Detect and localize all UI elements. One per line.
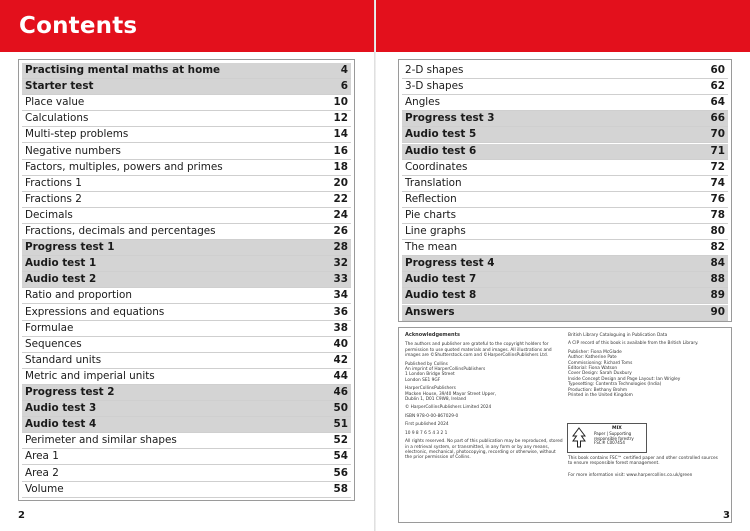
entry-page-number: 72 (710, 160, 725, 173)
entry-page-number: 36 (333, 305, 348, 318)
entry-page-number: 42 (333, 353, 348, 366)
contents-entry (22, 482, 351, 498)
contents-entry (22, 160, 351, 176)
contents-entry (402, 224, 728, 240)
entry-page-number: 80 (710, 225, 725, 237)
entry-title: Audio test 3 (25, 402, 97, 415)
entry-page-number: 46 (333, 386, 348, 398)
entry-title: Fractions 2 (25, 192, 82, 205)
header-banner-right (376, 0, 750, 52)
entry-title: Area 2 (25, 466, 59, 479)
entry-page-number: 40 (333, 337, 348, 350)
acknowledgements-box (398, 327, 732, 523)
entry-title: Audio test 7 (405, 273, 477, 286)
ack-text: 10 9 8 7 6 5 4 3 2 1 (405, 430, 448, 436)
contents-entry (22, 224, 351, 240)
entry-page-number: 6 (340, 80, 348, 93)
contents-entry (22, 256, 351, 272)
acknowledgements-title: Acknowledgements (405, 332, 460, 338)
fsc-mix-label: MIX (612, 426, 622, 431)
entry-title: Expressions and equations (25, 305, 165, 318)
entry-page-number: 56 (333, 466, 348, 479)
entry-title: Area 1 (25, 450, 59, 463)
entry-title: Progress test 2 (25, 386, 115, 398)
contents-entry (22, 385, 351, 401)
entry-page-number: 60 (710, 64, 725, 76)
entry-page-number: 12 (333, 112, 348, 125)
contents-entry (22, 95, 351, 111)
entry-page-number: 66 (710, 112, 725, 125)
entry-title: Audio test 4 (25, 418, 97, 431)
contents-entry (22, 449, 351, 465)
contents-entry (402, 111, 728, 127)
contents-entry (402, 127, 728, 143)
ack-text: © HarperCollinsPublishers Limited 2024 (405, 405, 492, 411)
entry-title: Reflection (405, 192, 457, 205)
contents-entry (402, 208, 728, 224)
entry-page-number: 34 (333, 289, 348, 302)
ack-text: British Library Cataloguing in Publication Data (568, 333, 668, 338)
entry-page-number: 32 (333, 257, 348, 270)
entry-page-number: 4 (340, 64, 348, 76)
contents-entry (402, 272, 728, 288)
entry-title: Volume (25, 482, 64, 495)
ack-text: All rights reserved. No part of this publication may be reproduced, stored in a retrieval system, or transmitted, in any form or by any means, electronic, mechanical, photocopying, recording or otherwise, without the prior permission of Collins. (405, 439, 563, 461)
fsc-logo (567, 423, 647, 453)
contents-entry (22, 353, 351, 369)
entry-title: Coordinates (405, 160, 468, 173)
entry-title: Factors, multiples, powers and primes (25, 160, 223, 173)
entry-title: Standard units (25, 353, 102, 366)
contents-entry (22, 79, 351, 95)
fsc-label: Paper | Supporting responsible forestry FSC® C007454 (594, 431, 634, 446)
contents-entry (22, 305, 351, 321)
entry-page-number: 10 (333, 96, 348, 109)
contents-entry (402, 63, 728, 79)
entry-title: Progress test 4 (405, 257, 495, 270)
entry-title: Decimals (25, 208, 73, 221)
contents-entry (22, 288, 351, 304)
entry-title: Progress test 3 (405, 112, 495, 125)
contents-entry (22, 272, 351, 288)
entry-title: Fractions 1 (25, 176, 82, 189)
entry-title: Line graphs (405, 225, 466, 237)
entry-title: Pie charts (405, 208, 457, 221)
contents-entry (402, 144, 728, 160)
entry-page-number: 24 (333, 208, 348, 221)
entry-page-number: 89 (710, 289, 725, 302)
entry-title: 3-D shapes (405, 80, 464, 93)
entry-title: Multi-step problems (25, 128, 129, 141)
entry-title: Progress test 1 (25, 241, 115, 254)
entry-page-number: 76 (710, 192, 725, 205)
entry-title: Audio test 1 (25, 257, 97, 270)
contents-entry (22, 466, 351, 482)
entry-page-number: 26 (333, 225, 348, 237)
contents-entry (402, 192, 728, 208)
ack-text: ISBN 978-0-00-867029-0 (405, 413, 459, 419)
entry-page-number: 22 (333, 192, 348, 205)
entry-page-number: 71 (710, 144, 725, 157)
header-banner-left (0, 0, 374, 52)
entry-page-number: 52 (333, 434, 348, 447)
contents-entry (402, 176, 728, 192)
entry-title: Answers (405, 305, 455, 318)
ack-text: Publisher: Fiona McGlade Author: Katherine Pate Commissioning: Richard Toms Editorial: Fiona Watson Cover Design: Sarah Duxbury Inside Concept Design and Page Layout: Ian Wrigley Typesetting: Contentra Technologies (India) Production: Bethany Brohm Printed in the United Kingdom (568, 349, 681, 399)
entry-page-number: 14 (333, 128, 348, 141)
contents-entry (402, 305, 728, 321)
ack-text: Published by Collins An imprint of HarperCollinsPublishers 1 London Bridge Street London SE1 9GF (405, 361, 486, 383)
entry-title: Calculations (25, 112, 89, 125)
page-title: Contents (19, 13, 138, 39)
contents-entry (22, 401, 351, 417)
entry-page-number: 38 (333, 321, 348, 334)
entry-page-number: 74 (710, 176, 725, 189)
entry-title: Fractions, decimals and percentages (25, 225, 216, 237)
contents-entry (22, 192, 351, 208)
entry-page-number: 58 (333, 482, 348, 495)
entry-page-number: 44 (333, 369, 348, 382)
contents-entry (22, 176, 351, 192)
entry-title: Ratio and proportion (25, 289, 132, 302)
entry-title: Perimeter and similar shapes (25, 434, 177, 447)
contents-entry (402, 240, 728, 256)
entry-title: Place value (25, 96, 85, 109)
entry-page-number: 54 (333, 450, 348, 463)
entry-title: Starter test (25, 80, 94, 93)
entry-page-number: 33 (333, 273, 348, 286)
entry-title: The mean (405, 241, 458, 254)
entry-page-number: 62 (710, 80, 725, 93)
ack-text: A CIP record of this book is available from the British Library. (568, 341, 699, 347)
entry-page-number: 82 (710, 241, 725, 254)
contents-entry (22, 240, 351, 256)
entry-page-number: 78 (710, 208, 725, 221)
contents-entry (402, 95, 728, 111)
entry-title: Negative numbers (25, 144, 121, 157)
entry-title: Audio test 2 (25, 273, 97, 286)
contents-list-right (398, 59, 732, 322)
contents-entry (22, 63, 351, 79)
entry-page-number: 18 (333, 160, 348, 173)
entry-page-number: 70 (710, 128, 725, 141)
contents-entry (402, 288, 728, 304)
entry-title: Metric and imperial units (25, 369, 155, 382)
entry-title: Angles (405, 96, 440, 109)
contents-entry (22, 337, 351, 353)
entry-page-number: 88 (710, 273, 725, 286)
entry-title: Practising mental maths at home (25, 64, 221, 76)
ack-text: The authors and publisher are grateful to the copyright holders for permission to use quoted materials and images. All illustrations and images are ©Shutterstock.com and ©HarperCollinsPublishers Ltd. (405, 342, 552, 359)
entry-page-number: 64 (710, 96, 725, 109)
contents-entry (22, 417, 351, 433)
contents-entry (402, 79, 728, 95)
entry-title: Translation (405, 176, 462, 189)
entry-title: Audio test 5 (405, 128, 477, 141)
fsc-url: For more information visit: www.harpercollins.co.uk/green (568, 473, 693, 478)
contents-entry (22, 208, 351, 224)
contents-entry (22, 111, 351, 127)
entry-page-number: 50 (333, 402, 348, 415)
contents-entry (402, 160, 728, 176)
entry-title: Audio test 8 (405, 289, 477, 302)
page-number-left: 2 (18, 510, 25, 521)
entry-page-number: 84 (710, 257, 725, 270)
contents-entry (22, 144, 351, 160)
entry-page-number: 16 (333, 144, 348, 157)
entry-page-number: 51 (333, 418, 348, 431)
book-spine (374, 0, 376, 531)
contents-entry (22, 127, 351, 143)
entry-title: Audio test 6 (405, 144, 477, 157)
entry-title: Sequences (25, 337, 82, 350)
entry-title: 2-D shapes (405, 64, 464, 76)
contents-entry (22, 433, 351, 449)
fsc-note: This book contains FSC™ certified paper and other controlled sources to ensure responsible forest management. (568, 456, 718, 467)
ack-text: First published 2024 (405, 422, 449, 428)
contents-entry (402, 256, 728, 272)
entry-page-number: 90 (710, 305, 725, 318)
ack-text: HarperCollinsPublishers Macken House, 39/40 Mayor Street Upper, Dublin 1, D01 C9W8, Ireland (405, 386, 497, 403)
page-number-right: 3 (723, 510, 730, 521)
contents-list-left (18, 59, 355, 501)
contents-entry (22, 369, 351, 385)
entry-title: Formulae (25, 321, 74, 334)
entry-page-number: 28 (333, 241, 348, 254)
fsc-tree-icon (571, 427, 587, 449)
entry-page-number: 20 (333, 176, 348, 189)
contents-entry (22, 321, 351, 337)
